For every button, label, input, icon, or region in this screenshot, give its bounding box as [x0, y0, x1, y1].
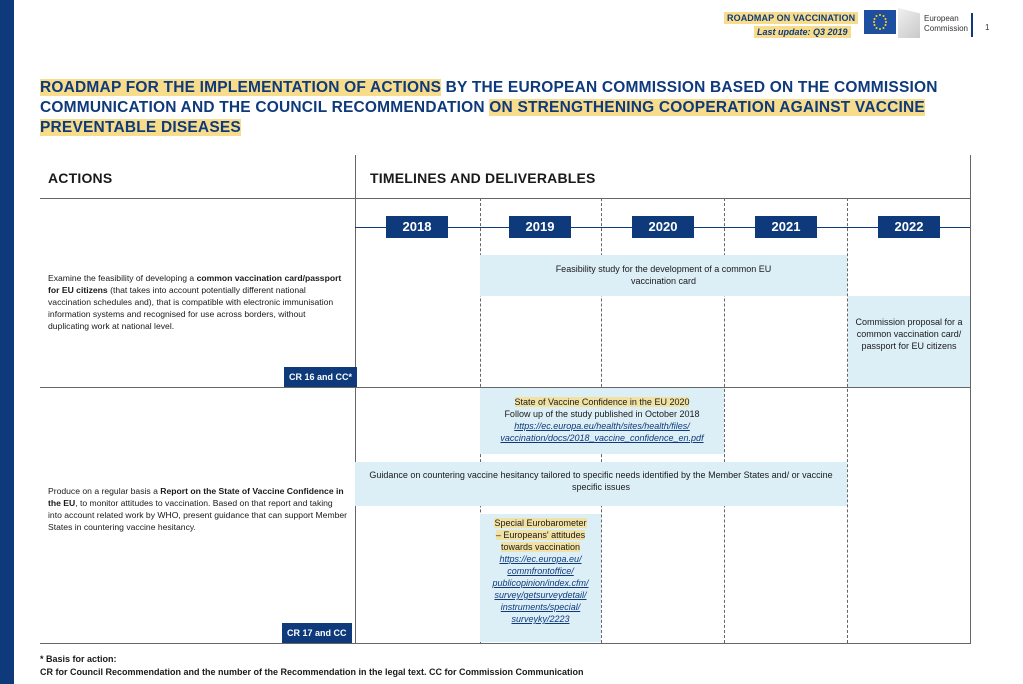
logo-divider	[971, 13, 973, 37]
commission-proposal-bar: Commission proposal for a common vaccination card/ passport for EU citizens	[848, 296, 970, 387]
header-rule	[40, 198, 971, 199]
action-text: Produce on a regular basis a	[48, 486, 161, 496]
action-text: Examine the feasibility of developing a	[48, 273, 197, 283]
last-update-label: Last update: Q3 2019	[754, 26, 851, 38]
logo-text	[924, 14, 968, 34]
year-2021: 2021	[755, 216, 817, 238]
feasibility-study-bar: Feasibility study for the development of a common EU vaccination card	[480, 255, 847, 296]
year-2019: 2019	[509, 216, 571, 238]
logo-text-line2: Commission	[924, 24, 969, 33]
year-2020: 2020	[632, 216, 694, 238]
vaccine-confidence-report-bar	[480, 388, 724, 454]
action-vaccine-confidence	[48, 485, 348, 533]
european-commission-logo	[864, 8, 974, 40]
basis-tag-cr16: CR 16 and CC*	[284, 367, 357, 387]
title-part2: BY THE EUROPEAN COMMISSION BASED ON THE COMMISSION COMMUNICATION AND THE COUNCIL RECOMMENDATION	[40, 79, 938, 116]
eurobarometer-link[interactable]: instruments/special/	[500, 602, 581, 612]
title-part1: ROADMAP FOR THE IMPLEMENTATION OF ACTIONS	[40, 79, 442, 96]
eurobarometer-bar	[480, 514, 601, 642]
action-text: , to monitor attitudes to vaccination. Based on that report and taking into account related work by WHO, present guidance that can support Member States in countering vaccine hesitancy.	[48, 498, 348, 532]
page-number: 1	[985, 23, 990, 32]
guidance-bar: Guidance on countering vaccine hesitancy tailored to specific needs identified by the Member States and/ or vaccine specific issues	[355, 462, 847, 506]
eurobarometer-link[interactable]: surveyky/2223	[511, 614, 570, 624]
report-followup: Follow up of the study published in October 2018	[504, 409, 700, 419]
report-title: State of Vaccine Confidence in the EU 2020	[514, 397, 690, 407]
year-separator	[847, 198, 848, 643]
eu-flag-icon	[864, 10, 896, 34]
logo-page-graphic	[898, 8, 920, 38]
right-border	[970, 155, 971, 643]
year-2022: 2022	[878, 216, 940, 238]
eurobarometer-link[interactable]: survey/getsurveydetail/	[494, 590, 587, 600]
column-divider	[355, 155, 356, 643]
eurobarometer-title: Special Eurobarometer	[494, 518, 587, 528]
table-bottom-rule	[40, 643, 971, 644]
action-bold-text: Report on the State of Vaccine Confidence in the EU	[48, 486, 344, 508]
action-vaccination-card	[48, 272, 348, 332]
timelines-header: TIMELINES AND DELIVERABLES	[370, 170, 596, 186]
eurobarometer-title: – Europeans' attitudes	[495, 530, 586, 540]
page-title	[40, 78, 980, 138]
eurobarometer-title: towards vaccination	[500, 542, 581, 552]
year-2018: 2018	[386, 216, 448, 238]
eurobarometer-link[interactable]: commfrontoffice/	[507, 566, 574, 576]
action-bold-text: common vaccination card/passport for EU citizens	[48, 273, 342, 295]
action-text: (that takes into account potentially different national vaccination schedules and), that is compatible with electronic immunisation information systems and recognised for use across borders, without duplicating work at national level.	[48, 285, 334, 331]
title-part3: ON STRENGTHENING COOPERATION AGAINST VACCINE PREVENTABLE DISEASES	[40, 99, 925, 136]
basis-tag-cr17: CR 17 and CC	[282, 623, 352, 643]
logo-text-line1: European	[924, 14, 959, 23]
report-link[interactable]: https://ec.europa.eu/health/sites/health/files/	[514, 421, 690, 431]
actions-header: ACTIONS	[48, 170, 113, 186]
eurobarometer-link[interactable]: publicopinion/index.cfm/	[492, 578, 589, 588]
eurobarometer-link[interactable]: https://ec.europa.eu/	[499, 554, 582, 564]
footnote-text: CR for Council Recommendation and the number of the Recommendation in the legal text. CC for Commission Communication	[40, 667, 584, 677]
roadmap-label: ROADMAP ON VACCINATION	[724, 12, 858, 24]
report-link[interactable]: vaccination/docs/2018_vaccine_confidence_en.pdf	[500, 433, 704, 443]
footnote-heading: * Basis for action:	[40, 654, 117, 664]
left-accent-bar	[0, 0, 14, 684]
